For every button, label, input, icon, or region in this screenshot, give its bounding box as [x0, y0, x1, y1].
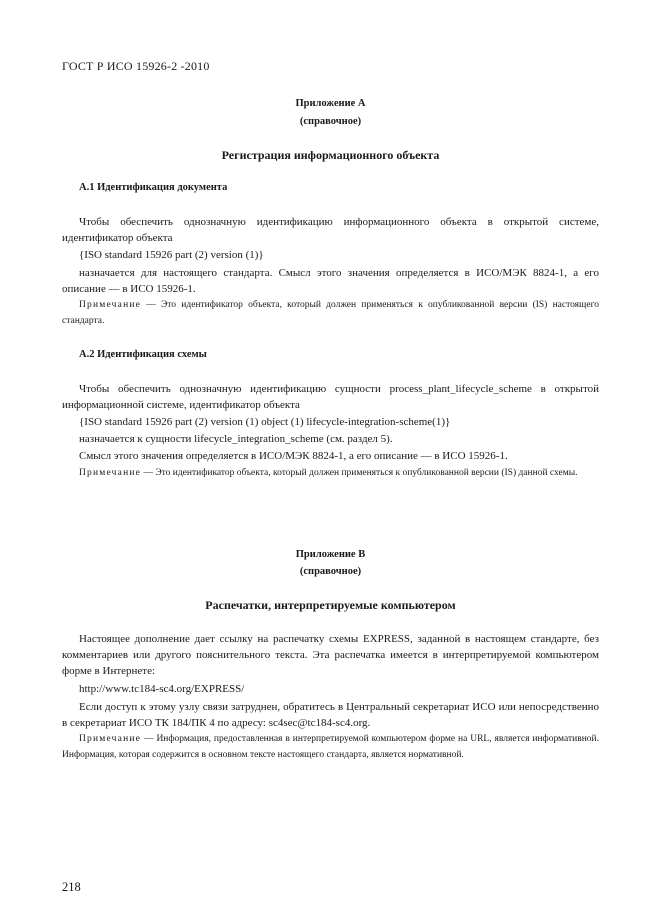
a1-paragraph-1: Чтобы обеспечить однозначную идентификацию информационного объекта в открытой системе, идентификатор объекта: [62, 216, 599, 244]
annex-b-title: Приложение В: [295, 549, 366, 560]
b-paragraph-2: Если доступ к этому узлу связи затруднен, обратитесь в Центральный секретариат ИСО или непосредственно в секретариат ИСО ТК 184/ПК 4 по адресу: sc4sec@tc184-sc4.org.: [62, 701, 599, 729]
a2-note-label: Примечание: [79, 468, 142, 478]
page-number: 218: [62, 880, 81, 894]
a2-paragraph-2: назначается к сущности lifecycle_integration_scheme (см. раздел 5).: [79, 433, 393, 445]
a1-identifier: {ISO standard 15926 part (2) version (1)}: [79, 249, 264, 261]
annex-a-type: (справочное): [299, 116, 362, 127]
section-a1-heading: А.1 Идентификация документа: [79, 182, 228, 193]
a2-note: [62, 465, 599, 481]
annex-b-type: (справочное): [299, 566, 362, 577]
a2-note-text: — Это идентификатор объекта, который должен применяться к опубликованной версии (IS) данной схемы.: [141, 468, 578, 478]
document-header: ГОСТ Р ИСО 15926-2 -2010: [62, 59, 210, 73]
a1-note-text: — Это идентификатор объекта, который должен применяться к опубликованной версии (IS) настоящего стандарта.: [62, 300, 599, 326]
a1-note-label: Примечание: [79, 300, 142, 310]
a1-paragraph-2: назначается для настоящего стандарта. Смысл этого значения определяется в ИСО/МЭК 8824-1, а его описание — в ИСО 15926-1.: [62, 267, 599, 295]
annex-a-title: Приложение А: [295, 98, 366, 109]
section-a2-heading: А.2 Идентификация схемы: [79, 349, 207, 360]
annex-b-heading: Распечатки, интерпретируемые компьютером: [205, 598, 456, 612]
b-note-label: Примечание: [79, 734, 142, 744]
b-url: http://www.tc184-sc4.org/EXPRESS/: [79, 683, 245, 695]
b-note: [62, 731, 599, 763]
b-note-text: — Информация, предоставленная в интерпретируемой компьютером форме на URL, является информативной. Информация, которая содержится в основном тексте настоящего стандарта, является нормативной.: [62, 734, 599, 760]
a2-identifier: {ISO standard 15926 part (2) version (1) object (1) lifecycle-integration-scheme(1)}: [79, 416, 451, 428]
b-paragraph-1: Настоящее дополнение дает ссылку на распечатку схемы EXPRESS, заданной в настоящем стандарте, без комментариев или другого пояснительного текста. Эта распечатка имеется в интерпретируемой компьютером форме в Интернете:: [62, 633, 599, 677]
a2-paragraph-3: Смысл этого значения определяется в ИСО/МЭК 8824-1, а его описание — в ИСО 15926-1.: [79, 450, 508, 462]
annex-a-heading: Регистрация информационного объекта: [221, 148, 440, 162]
a1-note: [62, 297, 599, 329]
a2-paragraph-1: Чтобы обеспечить однозначную идентификацию сущности process_plant_lifecycle_scheme в открытой информационной системе, идентификатор объекта: [62, 383, 599, 411]
